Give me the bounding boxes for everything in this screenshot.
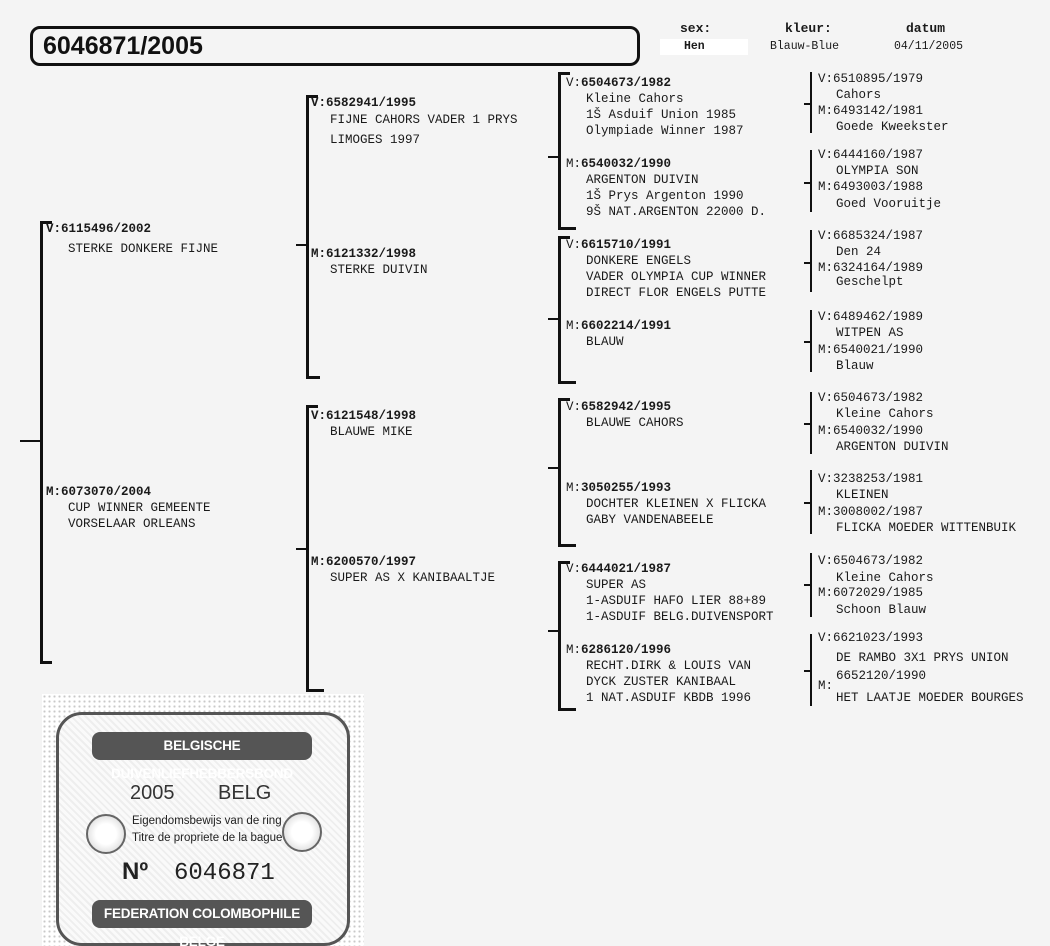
certificate-year: 2005 <box>130 782 175 804</box>
gen3-line: Olympiade Winner 1987 <box>586 124 744 138</box>
gen4-line: Cahors <box>836 88 882 102</box>
gen2-bracket-dam-bottom <box>306 689 324 692</box>
sex-label: sex: <box>680 21 712 36</box>
gen4-line: Blauw <box>836 359 874 373</box>
color-label: kleur: <box>785 21 832 36</box>
gen3-entry-7: V:6444021/1987 <box>566 562 672 576</box>
gen4-connector-3 <box>804 262 812 264</box>
gen4-connector-2 <box>804 182 812 184</box>
gen3-entry-4: M:6602214/1991 <box>566 319 672 333</box>
gen3-line: BLAUWE CAHORS <box>586 416 684 430</box>
gen2-bracket-sire-bottom <box>306 376 320 379</box>
gen4-line: WITPEN AS <box>836 326 904 340</box>
gen3-line: DONKERE ENGELS <box>586 254 692 268</box>
certificate-line-2: Titre de propriete de la bague <box>132 832 283 844</box>
gen3-entry-1: V:6504673/1982 <box>566 76 672 90</box>
gen4-line: DE RAMBO 3X1 PRYS UNION <box>836 651 1009 665</box>
gen4-connector-1 <box>804 103 812 105</box>
gen4-prefix: M: <box>818 679 834 693</box>
gen3-line: 1Š Asduif Union 1985 <box>586 108 737 122</box>
gen4-entry: V:6504673/1982 <box>818 554 924 568</box>
gen2-line: LIMOGES 1997 <box>330 133 421 147</box>
gen3-entry-6: M:3050255/1993 <box>566 481 672 495</box>
gen4-line: FLICKA MOEDER WITTENBUIK <box>836 521 1017 535</box>
gen3-entry-3: V:6615710/1991 <box>566 238 672 252</box>
certificate-line-1: Eigendomsbewijs van de ring <box>132 815 282 827</box>
sex-value: Hen <box>684 40 705 53</box>
gen3-bracket-1-bottom <box>558 227 576 230</box>
certificate-country: BELG <box>218 782 272 804</box>
gen3-bracket-4 <box>558 561 561 711</box>
gen3-entry-2: M:6540032/1990 <box>566 157 672 171</box>
gen4-ring: 6652120/1990 <box>836 669 927 683</box>
gen3-line: 1Š Prys Argenton 1990 <box>586 189 744 203</box>
gen3-line: DYCK ZUSTER KANIBAAL <box>586 675 737 689</box>
gen3-line: RECHT.DIRK & LOUIS VAN <box>586 659 752 673</box>
gen1-dam-ring: 6073070/2004 <box>61 485 152 499</box>
ring-number-box <box>30 26 640 66</box>
gen4-entry: V:3238253/1981 <box>818 472 924 486</box>
gen4-line: Goede Kweekster <box>836 120 949 134</box>
gen3-bracket-3 <box>558 398 561 547</box>
crown-emblem-icon <box>282 812 322 852</box>
gen4-line: Den 24 <box>836 245 882 259</box>
gen4-bracket-3 <box>810 230 812 292</box>
gen3-line: 1 NAT.ASDUIF KBDB 1996 <box>586 691 752 705</box>
gen4-entry: M:6072029/1985 <box>818 586 924 600</box>
gen4-entry: M:3008002/1987 <box>818 505 924 519</box>
gen3-line: Kleine Cahors <box>586 92 684 106</box>
gen3-bracket-1 <box>558 72 561 230</box>
gen2-line: FIJNE CAHORS VADER 1 PRYS <box>330 113 518 127</box>
gen4-entry: M:6493142/1981 <box>818 104 924 118</box>
gen4-line: ARGENTON DUIVIN <box>836 440 949 454</box>
gen3-bracket-3-bottom <box>558 544 576 547</box>
gen3-line: VADER OLYMPIA CUP WINNER <box>586 270 767 284</box>
gen4-entry: V:6444160/1987 <box>818 148 924 162</box>
gen4-bracket-2 <box>810 150 812 212</box>
gen1-sire-line: STERKE DONKERE FIJNE <box>68 242 219 256</box>
color-value: Blauw-Blue <box>770 40 840 53</box>
root-connector <box>20 440 42 442</box>
gen4-connector-8 <box>804 670 812 672</box>
gen4-connector-7 <box>804 584 812 586</box>
gen3-line: DOCHTER KLEINEN X FLICKA <box>586 497 767 511</box>
gen4-entry: V:6685324/1987 <box>818 229 924 243</box>
gen4-entry: V:6504673/1982 <box>818 391 924 405</box>
gen1-sire: V:6115496/2002 <box>46 222 152 236</box>
gen2-line: BLAUWE MIKE <box>330 425 413 439</box>
gen4-line: KLEINEN <box>836 488 889 502</box>
gen4-connector-4 <box>804 341 812 343</box>
gen1-bracket-bottom <box>40 661 52 664</box>
gen1-sire-ring: 6115496/2002 <box>61 222 152 236</box>
gen1-bracket <box>40 221 43 664</box>
gen3-line: GABY VANDENABEELE <box>586 513 714 527</box>
gen4-connector-5 <box>804 423 812 425</box>
certificate-no-label: Nº <box>122 858 149 885</box>
gen2-sire-sire: V:6582941/1995 <box>311 96 417 110</box>
gen3-line: ARGENTON DUIVIN <box>586 173 699 187</box>
gen2-line: SUPER AS X KANIBAALTJE <box>330 571 496 585</box>
gen2-dam-dam: M:6200570/1997 <box>311 555 417 569</box>
gen4-line: OLYMPIA SON <box>836 164 919 178</box>
gen4-entry: M:6540032/1990 <box>818 424 924 438</box>
date-label: datum <box>906 21 946 36</box>
gen4-line: Goed Vooruitje <box>836 197 942 211</box>
gen3-entry-8: M:6286120/1996 <box>566 643 672 657</box>
gen4-line: Geschelpt <box>836 275 904 289</box>
gen3-line: 1-ASDUIF HAFO LIER 88+89 <box>586 594 767 608</box>
date-value: 04/11/2005 <box>894 40 964 53</box>
gen2-bracket-dam <box>306 405 309 692</box>
gen2-dam-sire: V:6121548/1998 <box>311 409 417 423</box>
gen2-line: STERKE DUIVIN <box>330 263 428 277</box>
certificate-bottom-banner: FEDERATION COLOMBOPHILE BELGE <box>92 900 312 928</box>
gen4-connector-6 <box>804 502 812 504</box>
gen3-line: 9Š NAT.ARGENTON 22000 D. <box>586 205 767 219</box>
gen3-bracket-4-bottom <box>558 708 576 711</box>
gen4-line: Kleine Cahors <box>836 571 934 585</box>
gen3-line: BLAUW <box>586 335 624 349</box>
gen3-entry-5: V:6582942/1995 <box>566 400 672 414</box>
gen2-bracket-sire <box>306 95 309 379</box>
gen4-line: Kleine Cahors <box>836 407 934 421</box>
gen3-bracket-2 <box>558 236 561 384</box>
gen2-bracket-dam-top <box>306 405 318 408</box>
certificate-number: 6046871 <box>174 860 275 887</box>
ring-number: 6046871/2005 <box>43 32 203 60</box>
gen4-entry: V:6621023/1993 <box>818 631 924 645</box>
certificate-top-banner: BELGISCHE DUIVENLIEFHEBBERSBOND <box>92 732 312 760</box>
gen4-entry: M:6324164/1989 <box>818 261 924 275</box>
gen3-line: DIRECT FLOR ENGELS PUTTE <box>586 286 767 300</box>
gen2-sire-dam: M:6121332/1998 <box>311 247 417 261</box>
gen3-line: 1-ASDUIF BELG.DUIVENSPORT <box>586 610 774 624</box>
left-medal-icon <box>86 814 126 854</box>
gen4-entry: V:6510895/1979 <box>818 72 924 86</box>
ring-certificate <box>42 694 364 946</box>
gen1-dam: M:6073070/2004 <box>46 485 152 499</box>
gen1-dam-line: CUP WINNER GEMEENTE <box>68 501 211 515</box>
gen3-bracket-1-top <box>558 72 570 75</box>
gen3-line: SUPER AS <box>586 578 647 592</box>
gen4-line: Schoon Blauw <box>836 603 927 617</box>
gen4-entry: M:6540021/1990 <box>818 343 924 357</box>
gen1-dam-line: VORSELAAR ORLEANS <box>68 517 196 531</box>
gen3-bracket-2-bottom <box>558 381 576 384</box>
gen4-line: HET LAATJE MOEDER BOURGES <box>836 691 1024 705</box>
gen4-entry: V:6489462/1989 <box>818 310 924 324</box>
gen4-entry: M:6493003/1988 <box>818 180 924 194</box>
